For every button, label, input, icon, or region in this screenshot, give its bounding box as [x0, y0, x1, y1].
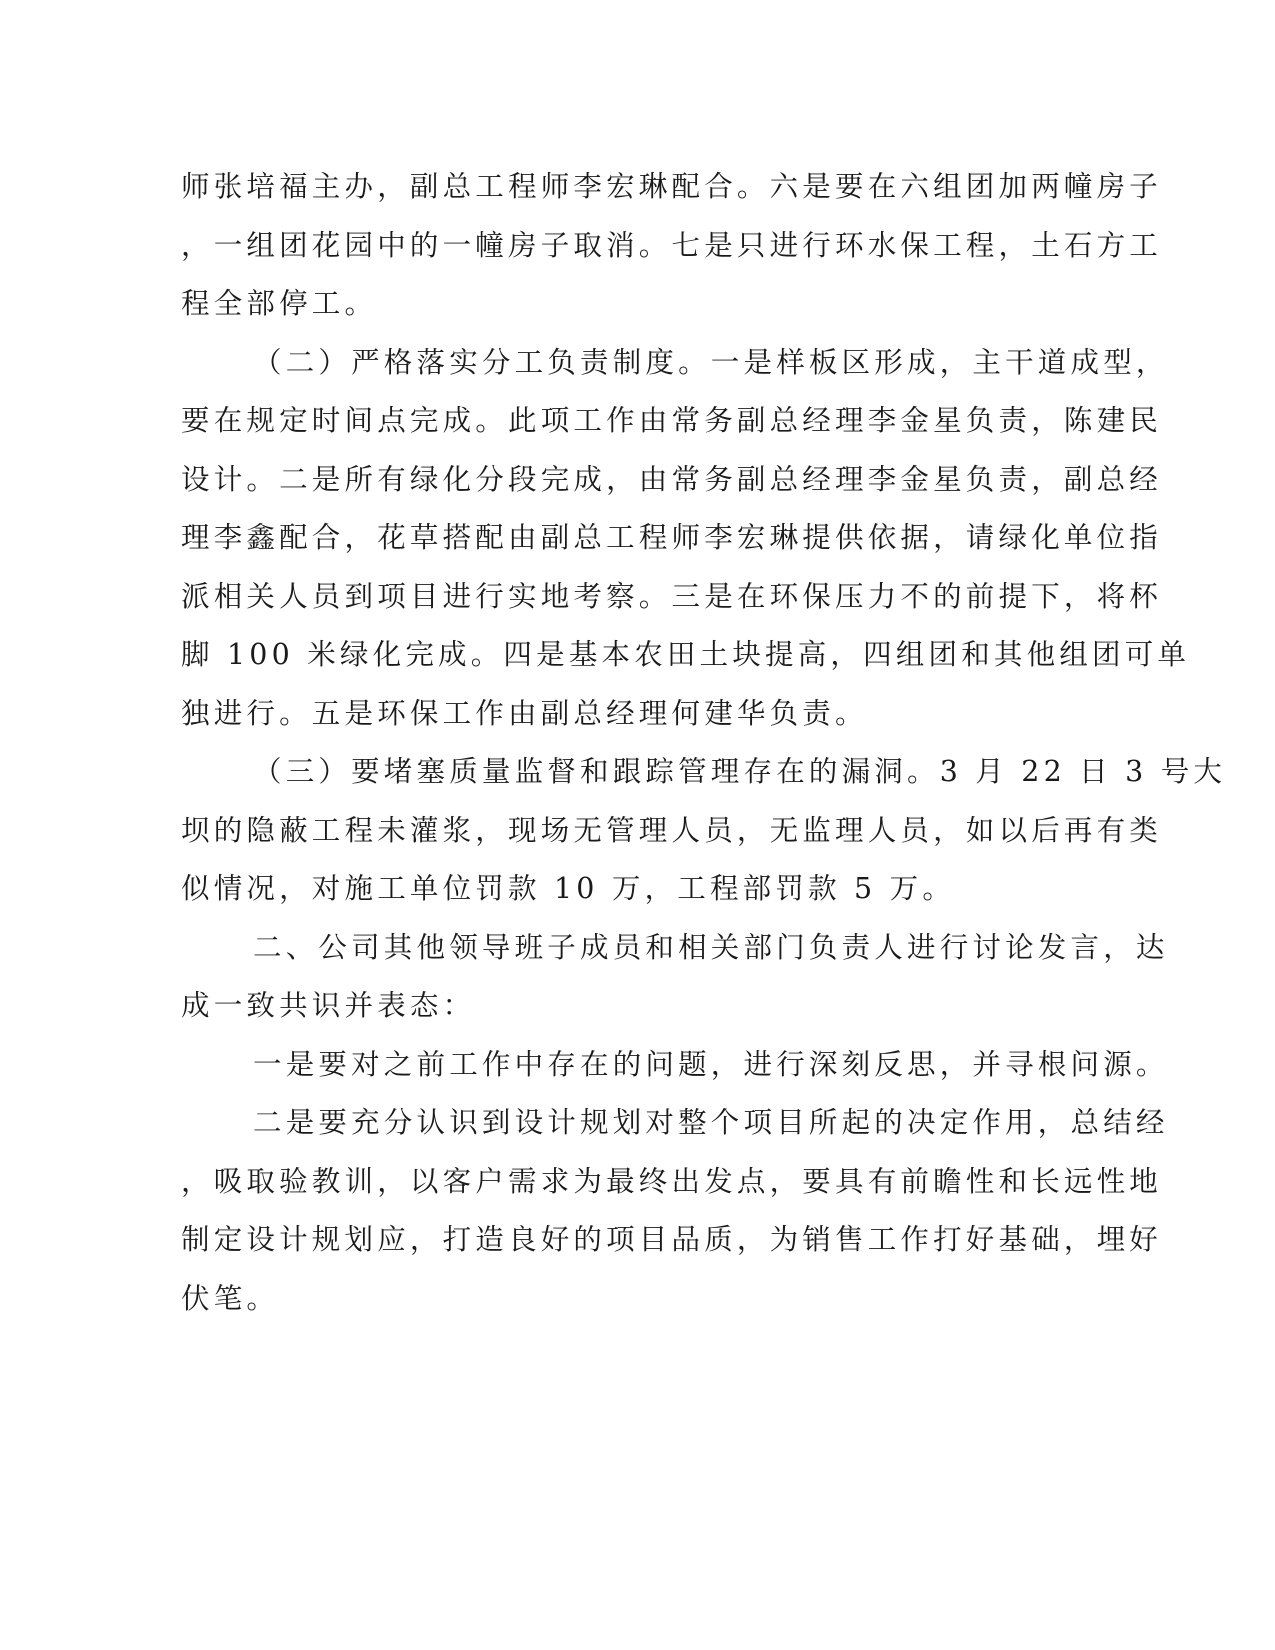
text-line: 二是要充分认识到设计规划对整个项目所起的决定作用，总结经 — [253, 1106, 1169, 1139]
text-line: 二、公司其他领导班子成员和相关部门负责人进行讨论发言，达 — [253, 930, 1169, 964]
paragraph-section-two-heading — [181, 919, 1169, 1036]
text-line: 派相关人员到项目进行实地考察。三是在环保压力不的前提下，将杯 — [181, 579, 1163, 613]
text-line: 要在规定时间点完成。此项工作由常务副总经理李金星负责，陈建民 — [181, 404, 1163, 437]
text-line: 成一致共识并表态： — [181, 989, 476, 1022]
text-line: 设计。二是所有绿化分段完成，由常务副总经理李金星负责，副总经 — [181, 462, 1163, 496]
document-body — [181, 158, 1227, 1328]
text-line: ，一组团花园中的一幢房子取消。七是只进行环水保工程，土石方工 — [181, 228, 1163, 262]
text-line: 脚 100 米绿化完成。四是基本农田土块提高，四组团和其他组团可单 — [181, 638, 1191, 671]
text-line: 师张培福主办，副总工程师李宏琳配合。六是要在六组团加两幢房子 — [181, 170, 1163, 203]
text-line: 独进行。五是环保工作由副总经理何建华负责。 — [181, 696, 868, 730]
text-line: 一是要对之前工作中存在的问题，进行深刻反思，并寻根问源。 — [253, 1047, 1169, 1081]
paragraph-design-planning — [181, 1094, 1169, 1328]
text-line: （二）严格落实分工负责制度。一是样板区形成，主干道成型， — [253, 345, 1169, 379]
text-line: 似情况，对施工单位罚款 10 万，工程部罚款 5 万。 — [181, 872, 956, 905]
text-line: 坝的隐蔽工程未灌浆，现场无管理人员，无监理人员，如以后再有类 — [181, 813, 1163, 847]
text-line: ，吸取验教训，以客户需求为最终出发点，要具有前瞻性和长远性地 — [181, 1164, 1163, 1198]
paragraph-quality-supervision — [181, 743, 1227, 919]
text-line: 理李鑫配合，花草搭配由副总工程师李宏琳提供依据，请绿化单位指 — [181, 521, 1163, 554]
text-line: （三）要堵塞质量监督和跟踪管理存在的漏洞。3 月 22 日 3 号大 — [253, 755, 1227, 788]
text-line: 程全部停工。 — [181, 287, 378, 320]
paragraph-reflection — [181, 1036, 1169, 1095]
text-line: 伏笔。 — [181, 1281, 280, 1315]
text-line: 制定设计规划应，打造良好的项目品质，为销售工作打好基础，埋好 — [181, 1223, 1163, 1256]
paragraph-responsibility-system — [181, 334, 1191, 744]
paragraph-continued-task-list — [181, 158, 1163, 334]
